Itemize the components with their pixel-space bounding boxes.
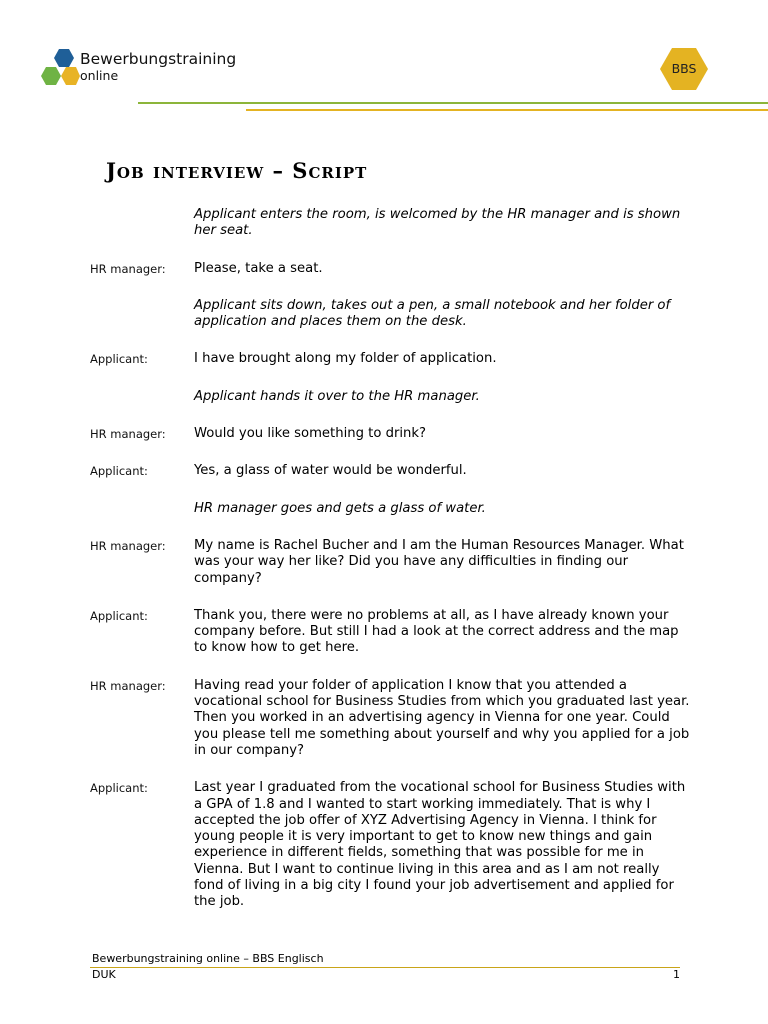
speaker-label: HR manager: (90, 261, 166, 276)
dialogue-text: Thank you, there were no problems at all, as I have already known your company before. But still I had a look at the correct address and the map to know how to get here. (194, 607, 679, 656)
header-rule-green (138, 102, 768, 104)
stage-direction (90, 389, 690, 405)
stage-direction (90, 298, 690, 331)
dialogue-text: Last year I graduated from the vocational school for Business Studies with a GPA of 1.8 and I wanted to start working immediately. That is why I accepted the job offer of XYZ Advertising Agency in Vienna. I think for young people it is very important to get to know new things and gain experience in different fields, something that was possible for me in Vienna. But I want to continue living in this area and as I am not really fond of living in a big city I found your job advertisement and applied for the job. (194, 780, 686, 910)
stage-direction (90, 501, 690, 517)
script-body (90, 207, 690, 932)
dialogue-line (90, 608, 690, 657)
page-number: 1 (673, 968, 680, 981)
bbs-badge (660, 48, 708, 90)
dialogue-line (90, 351, 690, 367)
dialogue-line (90, 426, 690, 442)
direction-text: HR manager goes and gets a glass of water. (194, 500, 486, 516)
speaker-label: Applicant: (90, 608, 148, 623)
dialogue-text: Yes, a glass of water would be wonderful. (194, 463, 467, 479)
direction-text: Applicant sits down, takes out a pen, a small notebook and her folder of application and places them on the desk. (194, 297, 671, 330)
dialogue-line (90, 678, 690, 759)
badge-label: BBS (671, 61, 697, 76)
dialogue-text: Having read your folder of application I know that you attended a vocational school for Business Studies from which you graduated last year. Then you worked in an advertising agency in Vienna for one year. Could you please tell me something about yourself and why you applied for a job in our company? (194, 677, 690, 758)
footer-rule (90, 967, 680, 968)
speaker-label: HR manager: (90, 427, 166, 442)
dialogue-line (90, 780, 690, 910)
hexagon-logo-icon (36, 46, 80, 94)
logo-title: Bewerbungstraining (80, 50, 237, 68)
footer-title: Bewerbungstraining online – BBS Englisch (92, 952, 324, 965)
dialogue-text: Please, take a seat. (194, 260, 323, 276)
logo (36, 46, 246, 96)
direction-text: Applicant hands it over to the HR manager. (194, 388, 480, 404)
logo-subtitle: online (80, 68, 119, 83)
speaker-label: HR manager: (90, 678, 166, 693)
stage-direction (90, 207, 690, 240)
speaker-label: Applicant: (90, 464, 148, 479)
dialogue-text: My name is Rachel Bucher and I am the Human Resources Manager. What was your way her like? Did you have any difficulties in finding our company? (194, 537, 684, 586)
speaker-label: HR manager: (90, 538, 166, 553)
header-rule-yellow (246, 109, 768, 111)
footer-author: DUK (92, 968, 116, 981)
dialogue-text: Would you like something to drink? (194, 426, 427, 442)
dialogue-line (90, 538, 690, 587)
direction-text: Applicant enters the room, is welcomed by the HR manager and is shown her seat. (194, 207, 681, 239)
dialogue-line (90, 463, 690, 479)
speaker-label: Applicant: (90, 352, 148, 367)
page-title: Job interview – Script (106, 158, 368, 183)
speaker-label: Applicant: (90, 781, 148, 796)
dialogue-line (90, 261, 690, 277)
dialogue-text: I have brought along my folder of application. (194, 351, 497, 367)
